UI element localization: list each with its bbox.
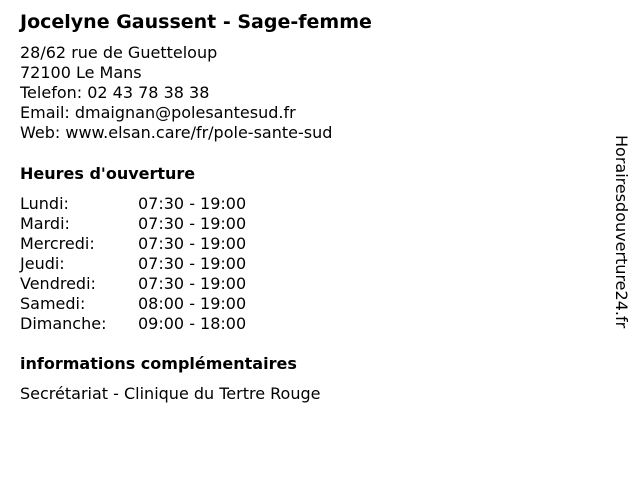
- hours-day: Jeudi:: [20, 254, 65, 273]
- hours-time: 07:30 - 19:00: [138, 234, 247, 253]
- hours-row-sunday: [20, 314, 280, 334]
- opening-hours-heading: Heures d'ouverture: [20, 164, 196, 183]
- watermark: [612, 135, 636, 375]
- hours-row-tuesday: [20, 214, 280, 234]
- hours-row-saturday: [20, 294, 280, 314]
- hours-day: Mercredi:: [20, 234, 95, 253]
- hours-day: Lundi:: [20, 194, 69, 213]
- hours-time: 07:30 - 19:00: [138, 214, 247, 233]
- additional-info-heading: informations complémentaires: [20, 354, 297, 373]
- hours-time: 07:30 - 19:00: [138, 274, 247, 293]
- hours-row-friday: [20, 274, 280, 294]
- contact-details: [20, 43, 332, 143]
- address-city: 72100 Le Mans: [20, 63, 142, 82]
- hours-day: Samedi:: [20, 294, 86, 313]
- hours-day: Dimanche:: [20, 314, 107, 333]
- additional-info-text: Secrétariat - Clinique du Tertre Rouge: [20, 384, 321, 403]
- hours-row-thursday: [20, 254, 280, 274]
- email-text: Email: dmaignan@polesantesud.fr: [20, 103, 296, 122]
- page-title: Jocelyne Gaussent - Sage-femme: [20, 11, 372, 33]
- address-street: 28/62 rue de Guetteloup: [20, 43, 218, 62]
- phone-text: Telefon: 02 43 78 38 38: [20, 83, 210, 102]
- watermark-text: Horairesdouverture24.fr: [612, 135, 631, 329]
- hours-day: Mardi:: [20, 214, 70, 233]
- hours-time: 07:30 - 19:00: [138, 254, 247, 273]
- hours-time: 09:00 - 18:00: [138, 314, 247, 333]
- hours-row-monday: [20, 194, 280, 214]
- hours-time: 07:30 - 19:00: [138, 194, 247, 213]
- hours-time: 08:00 - 19:00: [138, 294, 247, 313]
- website-text: Web: www.elsan.care/fr/pole-sante-sud: [20, 123, 333, 142]
- hours-row-wednesday: [20, 234, 280, 254]
- hours-day: Vendredi:: [20, 274, 96, 293]
- opening-hours-table: [20, 194, 280, 334]
